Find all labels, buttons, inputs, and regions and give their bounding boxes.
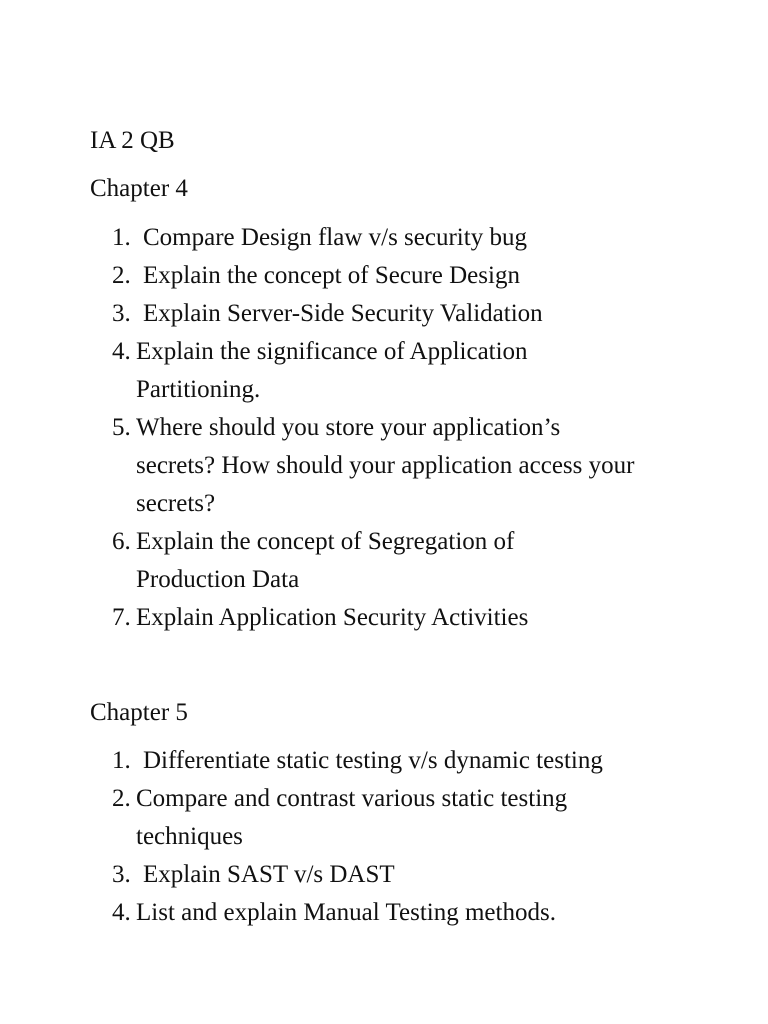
question-text: Explain SAST v/s DAST — [143, 861, 395, 888]
question-item — [0, 333, 768, 409]
question-text: List and explain Manual Testing methods. — [136, 899, 556, 926]
question-item — [0, 219, 768, 257]
question-text: Compare and contrast various static testing techniques — [136, 785, 568, 850]
question-number: 6. — [112, 528, 131, 555]
chapter-5-question-list — [0, 742, 768, 932]
question-item — [0, 523, 768, 599]
question-item — [0, 409, 768, 523]
question-text: Explain Server-Side Security Validation — [143, 300, 543, 327]
question-item — [0, 742, 768, 780]
question-text: Explain the concept of Segregation of Production Data — [136, 528, 515, 593]
question-text: Compare Design flaw v/s security bug — [143, 224, 527, 251]
question-text: Explain Application Security Activities — [136, 604, 529, 631]
question-item — [0, 856, 768, 894]
question-text: Explain the concept of Secure Design — [143, 262, 520, 289]
chapter-5-heading: Chapter 5 — [90, 699, 188, 726]
question-number: 1. — [112, 224, 131, 251]
question-number: 4. — [112, 338, 131, 365]
question-item — [0, 780, 768, 856]
question-number: 1. — [112, 747, 131, 774]
chapter-4-question-list — [0, 219, 768, 637]
question-number: 3. — [112, 300, 131, 327]
question-number: 2. — [112, 785, 131, 812]
question-text: Where should you store your application’s secrets? How should your application access your secrets? — [136, 414, 635, 517]
chapter-4-heading: Chapter 4 — [90, 175, 188, 202]
question-item — [0, 295, 768, 333]
question-text: Differentiate static testing v/s dynamic testing — [143, 747, 603, 774]
question-item — [0, 894, 768, 932]
question-number: 5. — [112, 414, 131, 441]
question-number: 3. — [112, 861, 131, 888]
question-text: Explain the significance of Application Partitioning. — [136, 338, 528, 403]
question-number: 4. — [112, 899, 131, 926]
document-title: IA 2 QB — [90, 127, 175, 154]
question-item — [0, 599, 768, 637]
question-number: 2. — [112, 262, 131, 289]
question-number: 7. — [112, 604, 131, 631]
question-item — [0, 257, 768, 295]
